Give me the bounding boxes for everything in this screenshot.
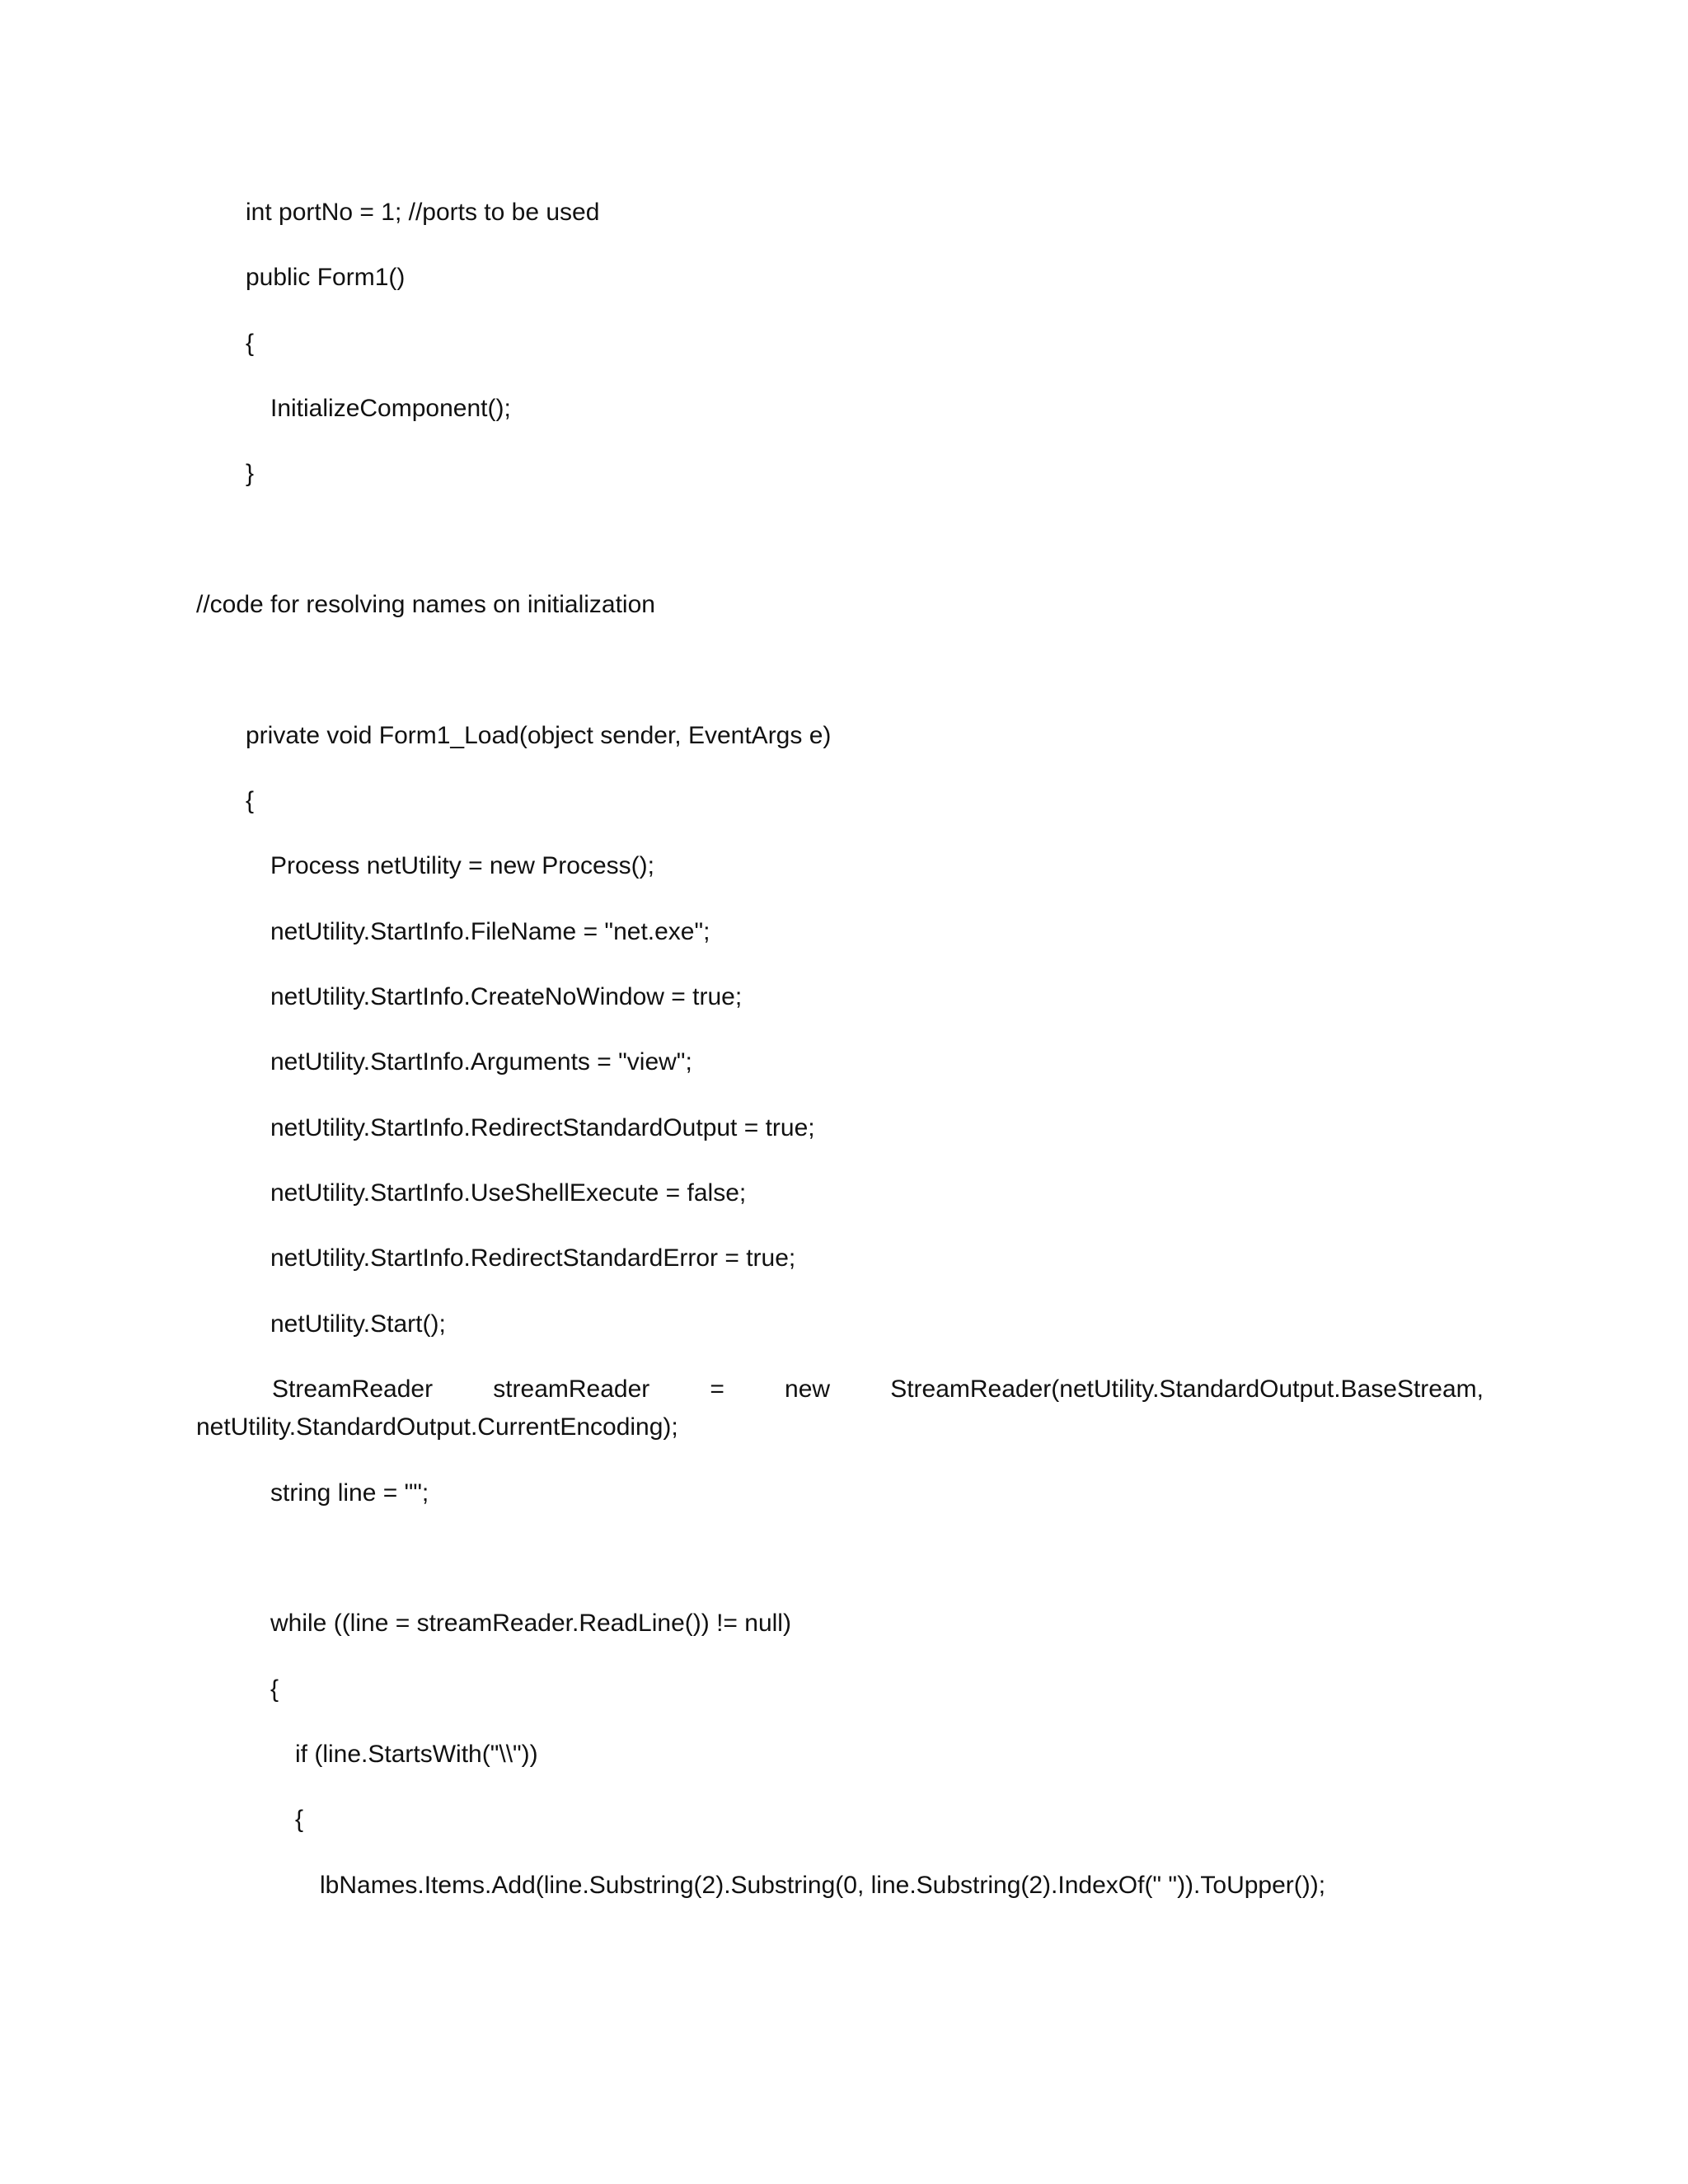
code-word: StreamReader xyxy=(272,1376,434,1403)
code-line: { xyxy=(270,1675,279,1703)
code-line-continuation: netUtility.StandardOutput.CurrentEncoding); xyxy=(196,1413,678,1441)
code-word: StreamReader(netUtility.StandardOutput.BaseStream, xyxy=(890,1376,1484,1403)
code-line: private void Form1_Load(object sender, EventArgs e) xyxy=(246,722,832,749)
code-line: { xyxy=(246,330,255,357)
code-comment: //code for resolving names on initialization xyxy=(196,591,655,618)
code-line: netUtility.StartInfo.UseShellExecute = false; xyxy=(270,1179,747,1207)
code-word: new xyxy=(785,1376,831,1403)
code-line: if (line.StartsWith("\\")) xyxy=(295,1741,538,1768)
code-line: netUtility.StartInfo.RedirectStandardError = true; xyxy=(270,1244,796,1272)
code-line: { xyxy=(295,1806,304,1833)
code-line: netUtility.StartInfo.Arguments = "view"; xyxy=(270,1048,692,1076)
code-line: netUtility.StartInfo.CreateNoWindow = true; xyxy=(270,983,743,1010)
code-line: netUtility.StartInfo.FileName = "net.exe"; xyxy=(270,918,710,945)
code-line: netUtility.Start(); xyxy=(270,1310,446,1338)
code-word: streamReader xyxy=(493,1376,650,1403)
code-line: string line = ""; xyxy=(270,1479,429,1507)
code-line: InitializeComponent(); xyxy=(270,395,511,422)
code-word: = xyxy=(710,1376,724,1403)
code-line: { xyxy=(246,787,255,814)
code-line: Process netUtility = new Process(); xyxy=(270,852,654,879)
code-line: int portNo = 1; //ports to be used xyxy=(246,199,600,226)
code-line: lbNames.Items.Add(line.Substring(2).Substring(0, line.Substring(2).IndexOf(" ")).ToUpper()); xyxy=(320,1872,1326,1899)
code-line: while ((line = streamReader.ReadLine()) != null) xyxy=(270,1610,791,1637)
code-line: } xyxy=(246,460,255,487)
code-line: netUtility.StartInfo.RedirectStandardOutput = true; xyxy=(270,1114,815,1141)
code-line: public Form1() xyxy=(246,264,406,291)
code-line-justified xyxy=(272,1375,1484,1404)
